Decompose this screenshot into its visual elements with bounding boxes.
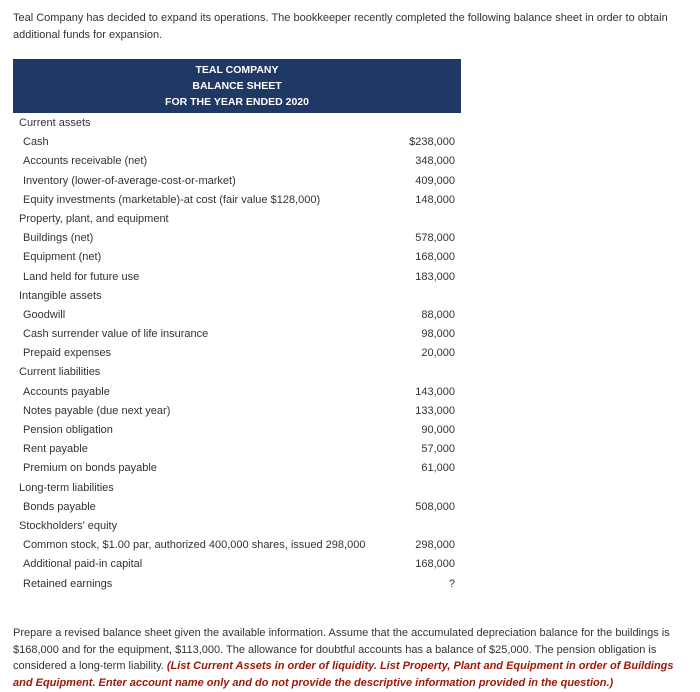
line-item-row: [13, 325, 461, 344]
balance-sheet: [13, 59, 461, 594]
line-item-row: [13, 536, 461, 555]
statement-period: FOR THE YEAR ENDED 2020: [165, 96, 309, 108]
line-item-label: Notes payable (due next year): [23, 404, 171, 417]
line-item-amount: 90,000: [421, 424, 455, 436]
line-item-label: Premium on bonds payable: [23, 462, 157, 475]
line-item-row: [13, 172, 461, 191]
line-item-row: [13, 152, 461, 171]
line-item-amount: 57,000: [421, 443, 455, 456]
line-item-row: [13, 402, 461, 421]
line-item-label: Equity investments (marketable)-at cost (fair value $128,000): [23, 193, 321, 206]
line-item-amount: 88,000: [421, 308, 455, 321]
line-item-row: [13, 383, 461, 402]
line-item-row: [13, 344, 461, 363]
line-item-row: [13, 575, 461, 594]
line-item-amount: 183,000: [415, 270, 455, 283]
line-item-label: Goodwill: [23, 308, 66, 321]
line-item-label: Accounts payable: [23, 385, 110, 398]
line-item-label: Pension obligation: [23, 424, 113, 436]
section-heading-row: [13, 517, 461, 536]
line-item-amount: $238,000: [409, 136, 455, 149]
line-item-label: Land held for future use: [23, 270, 140, 283]
line-item-amount: ?: [448, 577, 455, 590]
section-heading: Intangible assets: [19, 289, 102, 302]
line-item-label: Retained earnings: [23, 577, 113, 590]
line-item-row: [13, 133, 461, 152]
section-heading: Property, plant, and equipment: [19, 212, 169, 225]
line-item-row: [13, 248, 461, 267]
line-item-row: [13, 306, 461, 325]
line-item-row: [13, 440, 461, 459]
statement-title: BALANCE SHEET: [192, 80, 282, 92]
section-heading-row: [13, 363, 461, 382]
section-heading-row: [13, 479, 461, 498]
section-heading: Stockholders' equity: [19, 519, 118, 532]
line-item-amount: 20,000: [421, 347, 455, 360]
line-item-label: Additional paid-in capital: [23, 558, 143, 571]
line-item-row: [13, 268, 461, 287]
section-heading-row: [13, 287, 461, 306]
line-item-row: [13, 229, 461, 248]
line-item-label: Prepaid expenses: [23, 347, 112, 360]
balance-sheet-header: [13, 59, 461, 113]
line-item-amount: 133,000: [415, 404, 455, 417]
section-heading: Current liabilities: [19, 366, 101, 379]
line-item-amount: 143,000: [415, 385, 455, 398]
line-item-amount: 348,000: [415, 155, 455, 168]
line-item-label: Accounts receivable (net): [23, 155, 148, 168]
line-item-label: Bonds payable: [23, 500, 96, 513]
section-heading-row: [13, 210, 461, 229]
line-item-label: Buildings (net): [23, 232, 94, 245]
line-item-amount: 148,000: [415, 193, 455, 206]
line-item-amount: 98,000: [421, 328, 455, 341]
company-name: TEAL COMPANY: [195, 64, 279, 76]
instructions-hint: (List Current Assets in order of liquidity. List Property, Plant and Equipment in order of Buildings and Equipment. Enter account name only and do not provide the descriptive information provided in the question.): [13, 660, 674, 689]
problem-intro: Teal Company has decided to expand its operations. The bookkeeper recently completed the following balance sheet in order to obtain additional funds for expansion.: [13, 12, 668, 41]
line-item-row: [13, 555, 461, 574]
line-item-amount: 298,000: [415, 539, 455, 552]
line-item-label: Cash: [23, 136, 49, 149]
line-item-label: Equipment (net): [23, 251, 102, 264]
instructions-text: Prepare a revised balance sheet given the available information. Assume that the accumulated depreciation balance for the buildings is $168,000 and for the equipment, $113,000. The allowance for doubtful accounts has a balance of $25,000. The pension obligation is considered a long-term liability.: [13, 627, 670, 672]
balance-sheet-rows: [13, 113, 461, 594]
line-item-amount: 409,000: [415, 174, 455, 187]
line-item-amount: 61,000: [421, 462, 455, 475]
section-heading: Current assets: [19, 117, 91, 129]
line-item-amount: 168,000: [415, 558, 455, 571]
line-item-label: Cash surrender value of life insurance: [23, 328, 209, 341]
line-item-row: [13, 459, 461, 478]
line-item-amount: 168,000: [415, 251, 455, 264]
line-item-label: Rent payable: [23, 443, 88, 456]
line-item-amount: 508,000: [415, 500, 455, 513]
section-heading-row: [13, 114, 461, 133]
line-item-label: Common stock, $1.00 par, authorized 400,000 shares, issued 298,000: [23, 539, 366, 552]
section-heading: Long-term liabilities: [19, 481, 114, 494]
instructions: [13, 625, 688, 691]
line-item-row: [13, 421, 461, 440]
line-item-row: [13, 191, 461, 210]
line-item-row: [13, 498, 461, 517]
line-item-amount: 578,000: [415, 232, 455, 245]
line-item-label: Inventory (lower-of-average-cost-or-market): [23, 174, 236, 187]
